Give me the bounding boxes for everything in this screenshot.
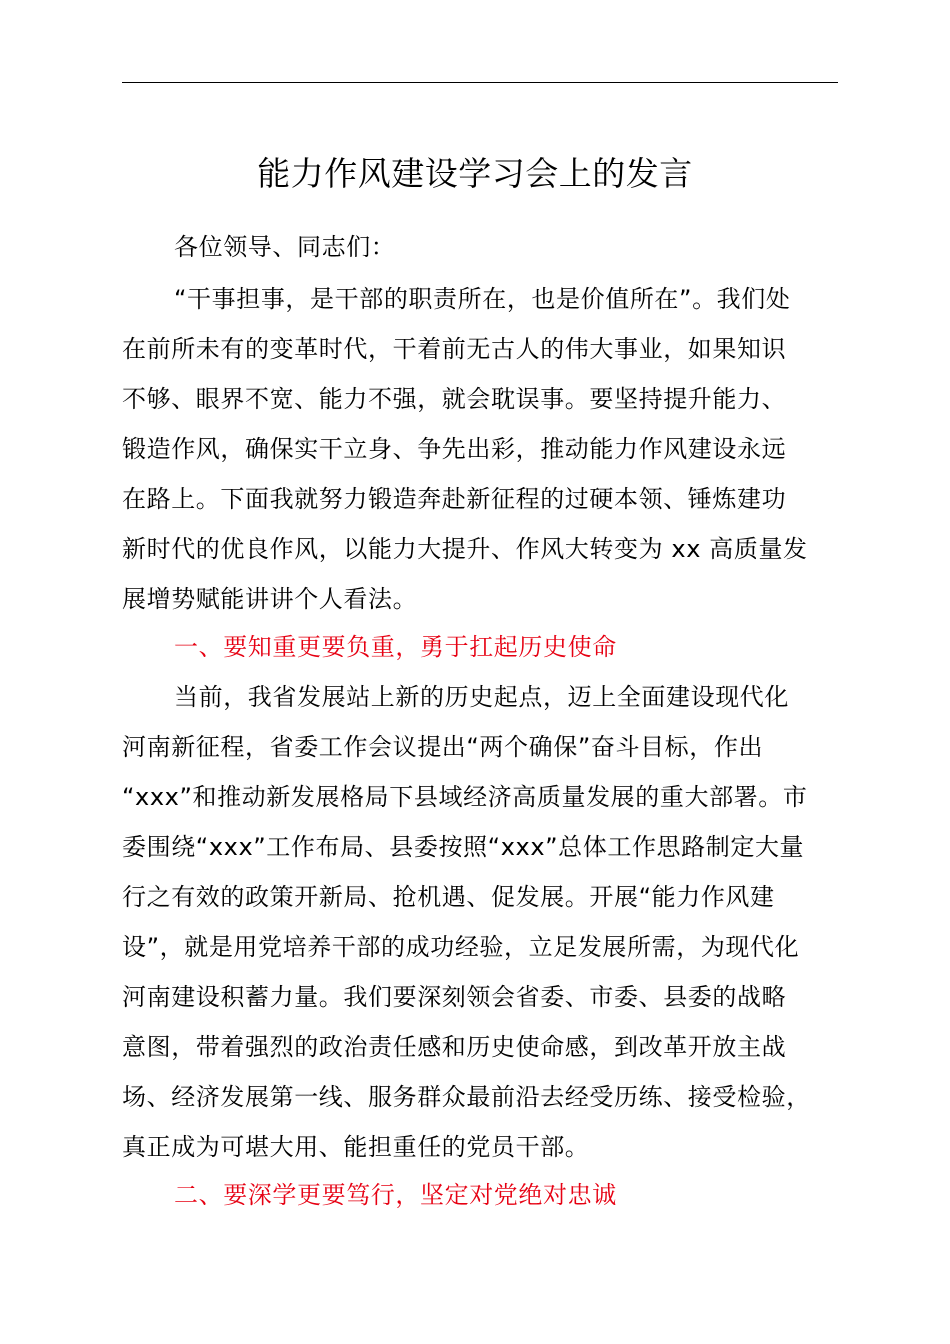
salutation: 各位领导、同志们： (174, 233, 396, 261)
paragraph-2-line: 真正成为可堪大用、能担重任的党员干部。 (122, 1133, 590, 1161)
paragraph-2-line: “xxx”和推动新发展格局下县域经济高质量发展的重大部署。市 (122, 783, 808, 811)
paragraph-1 (122, 274, 808, 624)
paragraph-2 (122, 672, 811, 1172)
paragraph-1-line: 在路上。下面我就努力锻造奔赴新征程的过硬本领、锤炼建功 (122, 485, 787, 513)
paragraph-1-line: 展增势赋能讲讲个人看法。 (122, 585, 418, 613)
paragraph-2-line: 河南新征程，省委工作会议提出“两个确保”奋斗目标，作出 (122, 733, 764, 761)
header-rule (122, 82, 838, 83)
paragraph-2-line: 行之有效的政策开新局、抢机遇、促发展。开展“能力作风建 (122, 883, 775, 911)
paragraph-1-line: 锻造作风，确保实干立身、争先出彩，推动能力作风建设永远 (122, 435, 787, 463)
paragraph-2-line: 当前，我省发展站上新的历史起点，迈上全面建设现代化 (174, 683, 789, 711)
paragraph-2-line: 意图，带着强烈的政治责任感和历史使命感，到改革开放主战 (122, 1033, 787, 1061)
paragraph-2-line: 委围绕“xxx”工作布局、县委按照“xxx”总体工作思路制定大量 (122, 833, 805, 861)
section-heading-2: 二、要深学更要笃行，坚定对党绝对忠诚 (174, 1181, 617, 1209)
document-title: 能力作风建设学习会上的发言 (257, 154, 693, 193)
paragraph-2-line: 场、经济发展第一线、服务群众最前沿去经受历练、接受检验， (122, 1083, 811, 1111)
paragraph-1-line: “干事担事，是干部的职责所在，也是价值所在”。我们处 (174, 285, 791, 313)
paragraph-1-line: 不够、眼界不宽、能力不强，就会耽误事。要坚持提升能力、 (122, 385, 787, 413)
paragraph-1-line: 在前所未有的变革时代，干着前无古人的伟大事业，如果知识 (122, 335, 787, 363)
paragraph-1-line: 新时代的优良作风，以能力大提升、作风大转变为 xx 高质量发 (122, 535, 808, 563)
paragraph-2-line: 设”，就是用党培养干部的成功经验，立足发展所需，为现代化 (122, 933, 800, 961)
paragraph-2-line: 河南建设积蓄力量。我们要深刻领会省委、市委、县委的战略 (122, 983, 787, 1011)
section-heading-1: 一、要知重更要负重，勇于扛起历史使命 (174, 633, 617, 661)
